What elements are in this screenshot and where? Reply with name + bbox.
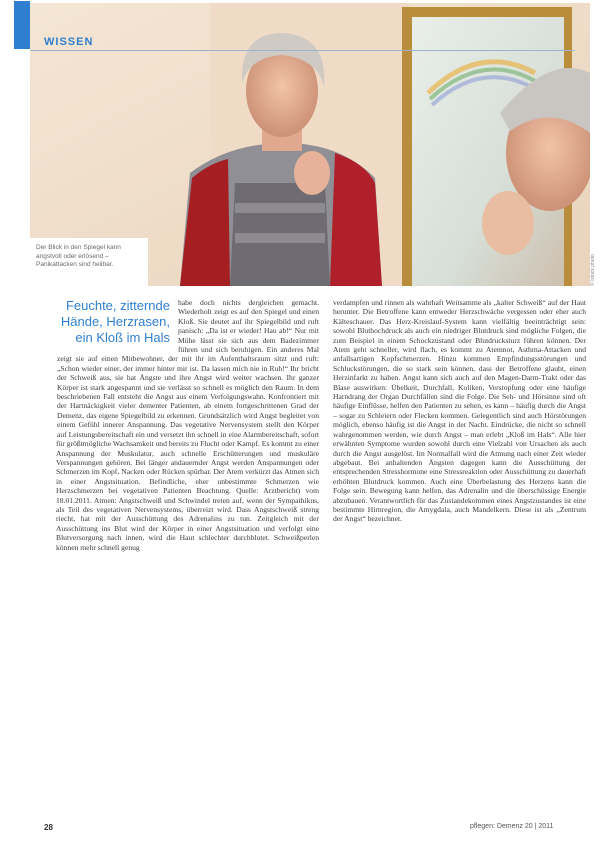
section-label: WISSEN (44, 36, 94, 48)
page-number: 28 (44, 823, 53, 832)
section-accent-bar (14, 1, 30, 49)
photo-credit: © istock.photo (590, 254, 596, 286)
article-text-right: verdampfen und rinnen als wahrhaft Weitsamme als „kalter Schweiß“ auf der Haut herunter. Die Betroffene kann entweder Herzschwäche vergessen oder eher auch Kälteschauer. Das Herz-Kreislauf-System kann vielfältig beeinträchtigt sein: sowohl Bluthochdruck als auch ein niedriger Blutdruck sind mögliche Folgen, die zum Beispiel in einem Schockzustand oder Blutdrucksturz führen können. Der Atem geht schneller, wird flach, es kommt zu Atemnot, Asthma-Attacken und anfallsartigen Kopfschmerzen. Hinzu kommen Empfindungsstörungen und Schluckstörungen, die so stark sein können, dass der Betroffene glaubt, einen Herzinfarkt zu haben. Angst kann sich auch auf den Magen-Darm-Trakt oder das Blase auswirken: Übelkeit, Durchfall, Koliken, Verstopfung oder eine häufige Harndrang der Organ Durchfällen sind die Folge. Die Seh- und Hörsinne sind oft häufige Einflüsse, helfen den Patienten zu sehen, es kann – häufig durch die Angst – sogar zu Schleiern oder Flecken kommen. Gelegentlich sind auch Hörstörungen möglich, ebenso häufig ist die Angst in der Nacht. Eindrücke, die nicht so schnell wahrgenommen werden, wie durch Angst – man erlebt „Kloß im Hals“. Alle hier erwähnten Symptome wurden sowohl durch eine Vielzahl von Ursachen als auch durch die Angst ausgelöst. Im Normalfall wird die Atmung nach einer Zeit wieder abgebaut. Bei anhaltenden Ängsten dagegen kann die Ausschüttung der entsprechenden Stresshormone eine Stressreaktion oder Ausschüttung zu dauerhaft erhöhten Blutdruck kommen. Auch eine Überbelastung des Herzens kann die Folge sein. Bewegung kann helfen, das Adrenalin und die überschüssige Energie abzubauen. Verantwortlich für das Zustandekommen eines Angstzustandes ist eine bestimmte Hirnregion, die Amygdala, auch Mandelkern. Diese ist als „Zentrum der Angst“ bezeichnet. (333, 298, 586, 524)
photo-caption: Der Blick in den Spiegel kann angstvoll oder erlösend – Panikattacken sind heilbar. (36, 244, 121, 268)
publication-info: pflegen: Demenz 20 | 2011 (470, 823, 554, 830)
article-column-left (56, 298, 319, 808)
article-column-right (333, 298, 586, 808)
header-rule (30, 50, 575, 51)
article-text-left: habe doch nichts dergleichen gemacht. Wiederholt zeigt es auf den Spiegel und einen Kloß. Sie deutet auf ihr Spiegelbild und ruft panisch: „Da ist er wieder! Hau ab!“ Nur mit Mühe lässt sie sich aus dem Badezimmer führen und sich beruhigen. Ein anderes Mal zeigt sie auf einen Mitbewohner, der mit ihr im Aufenthaltsraum sitzt und ruft: „Schon wieder einer, der immer hinter mir ist. Da lassen mich nie in Ruh!“ Ihr bricht der Schweiß aus, sie hat Ängste und ihre Angst wird weiter wachsen. Ihr ganzer Körper ist stark angespannt und sie verlässt so schnell es möglich den Raum. In dem beschriebenen Fall entsteht die Angst aus einem Verfolgungswahn. Konfrontiert mit der Hartnäckigkeit vieler dementer Patienten, ab einem fortgeschrittenen Grad der Demenz, das eigene Spiegelbild zu erkennen. Grundsätzlich wird Angst begleitet von einem Gefühl innerer Anspannung. Das vegetative Nervensystem stellt den Körper auf Leistungsbereitschaft ein und versetzt ihn schnell in eine Alarmbereitschaft, sofort für größtmögliche Wachsamkeit und bereits zu Flucht oder Kampf. Es kommt zu einer Anspannung der Muskulatur, auch schnelle Erschütterungen und muskuläre Verspannungen gehören. Bei länger andauernder Angst werden Anspannungen oder Schmerzen im Kopf, Nacken oder Rücken spürbar. Der Atem verkürzt das Atmen sich in einer Angstsituation. Befindliche, eher unbestimmte Schmerzen wie Herzschmerzen bei vegetativen Patienten Beachtung. Quelle: Arztbericht) vom 18.01.2011. Atmen: Angstschweiß und Schwindel treten auf, wenn der Sympathikus, als Teil des vegetativen Nervensystems, überreizt wird. Dass Angstschweiß streng riecht, hat mit der Ausschüttung des Adrenalins zu tun. Zeitgleich mit der Ausschüttung ins Blut wird der Körper in einer Angstsituation und verfolgt eine Blutversorgung nach innen, wird die Haut schlechter durchblutet. Schweißperlen können mehr schnell genug (56, 298, 319, 552)
pull-quote: Feuchte, zitternde Hände, Herzrasen, ein Kloß im Hals (60, 298, 170, 345)
